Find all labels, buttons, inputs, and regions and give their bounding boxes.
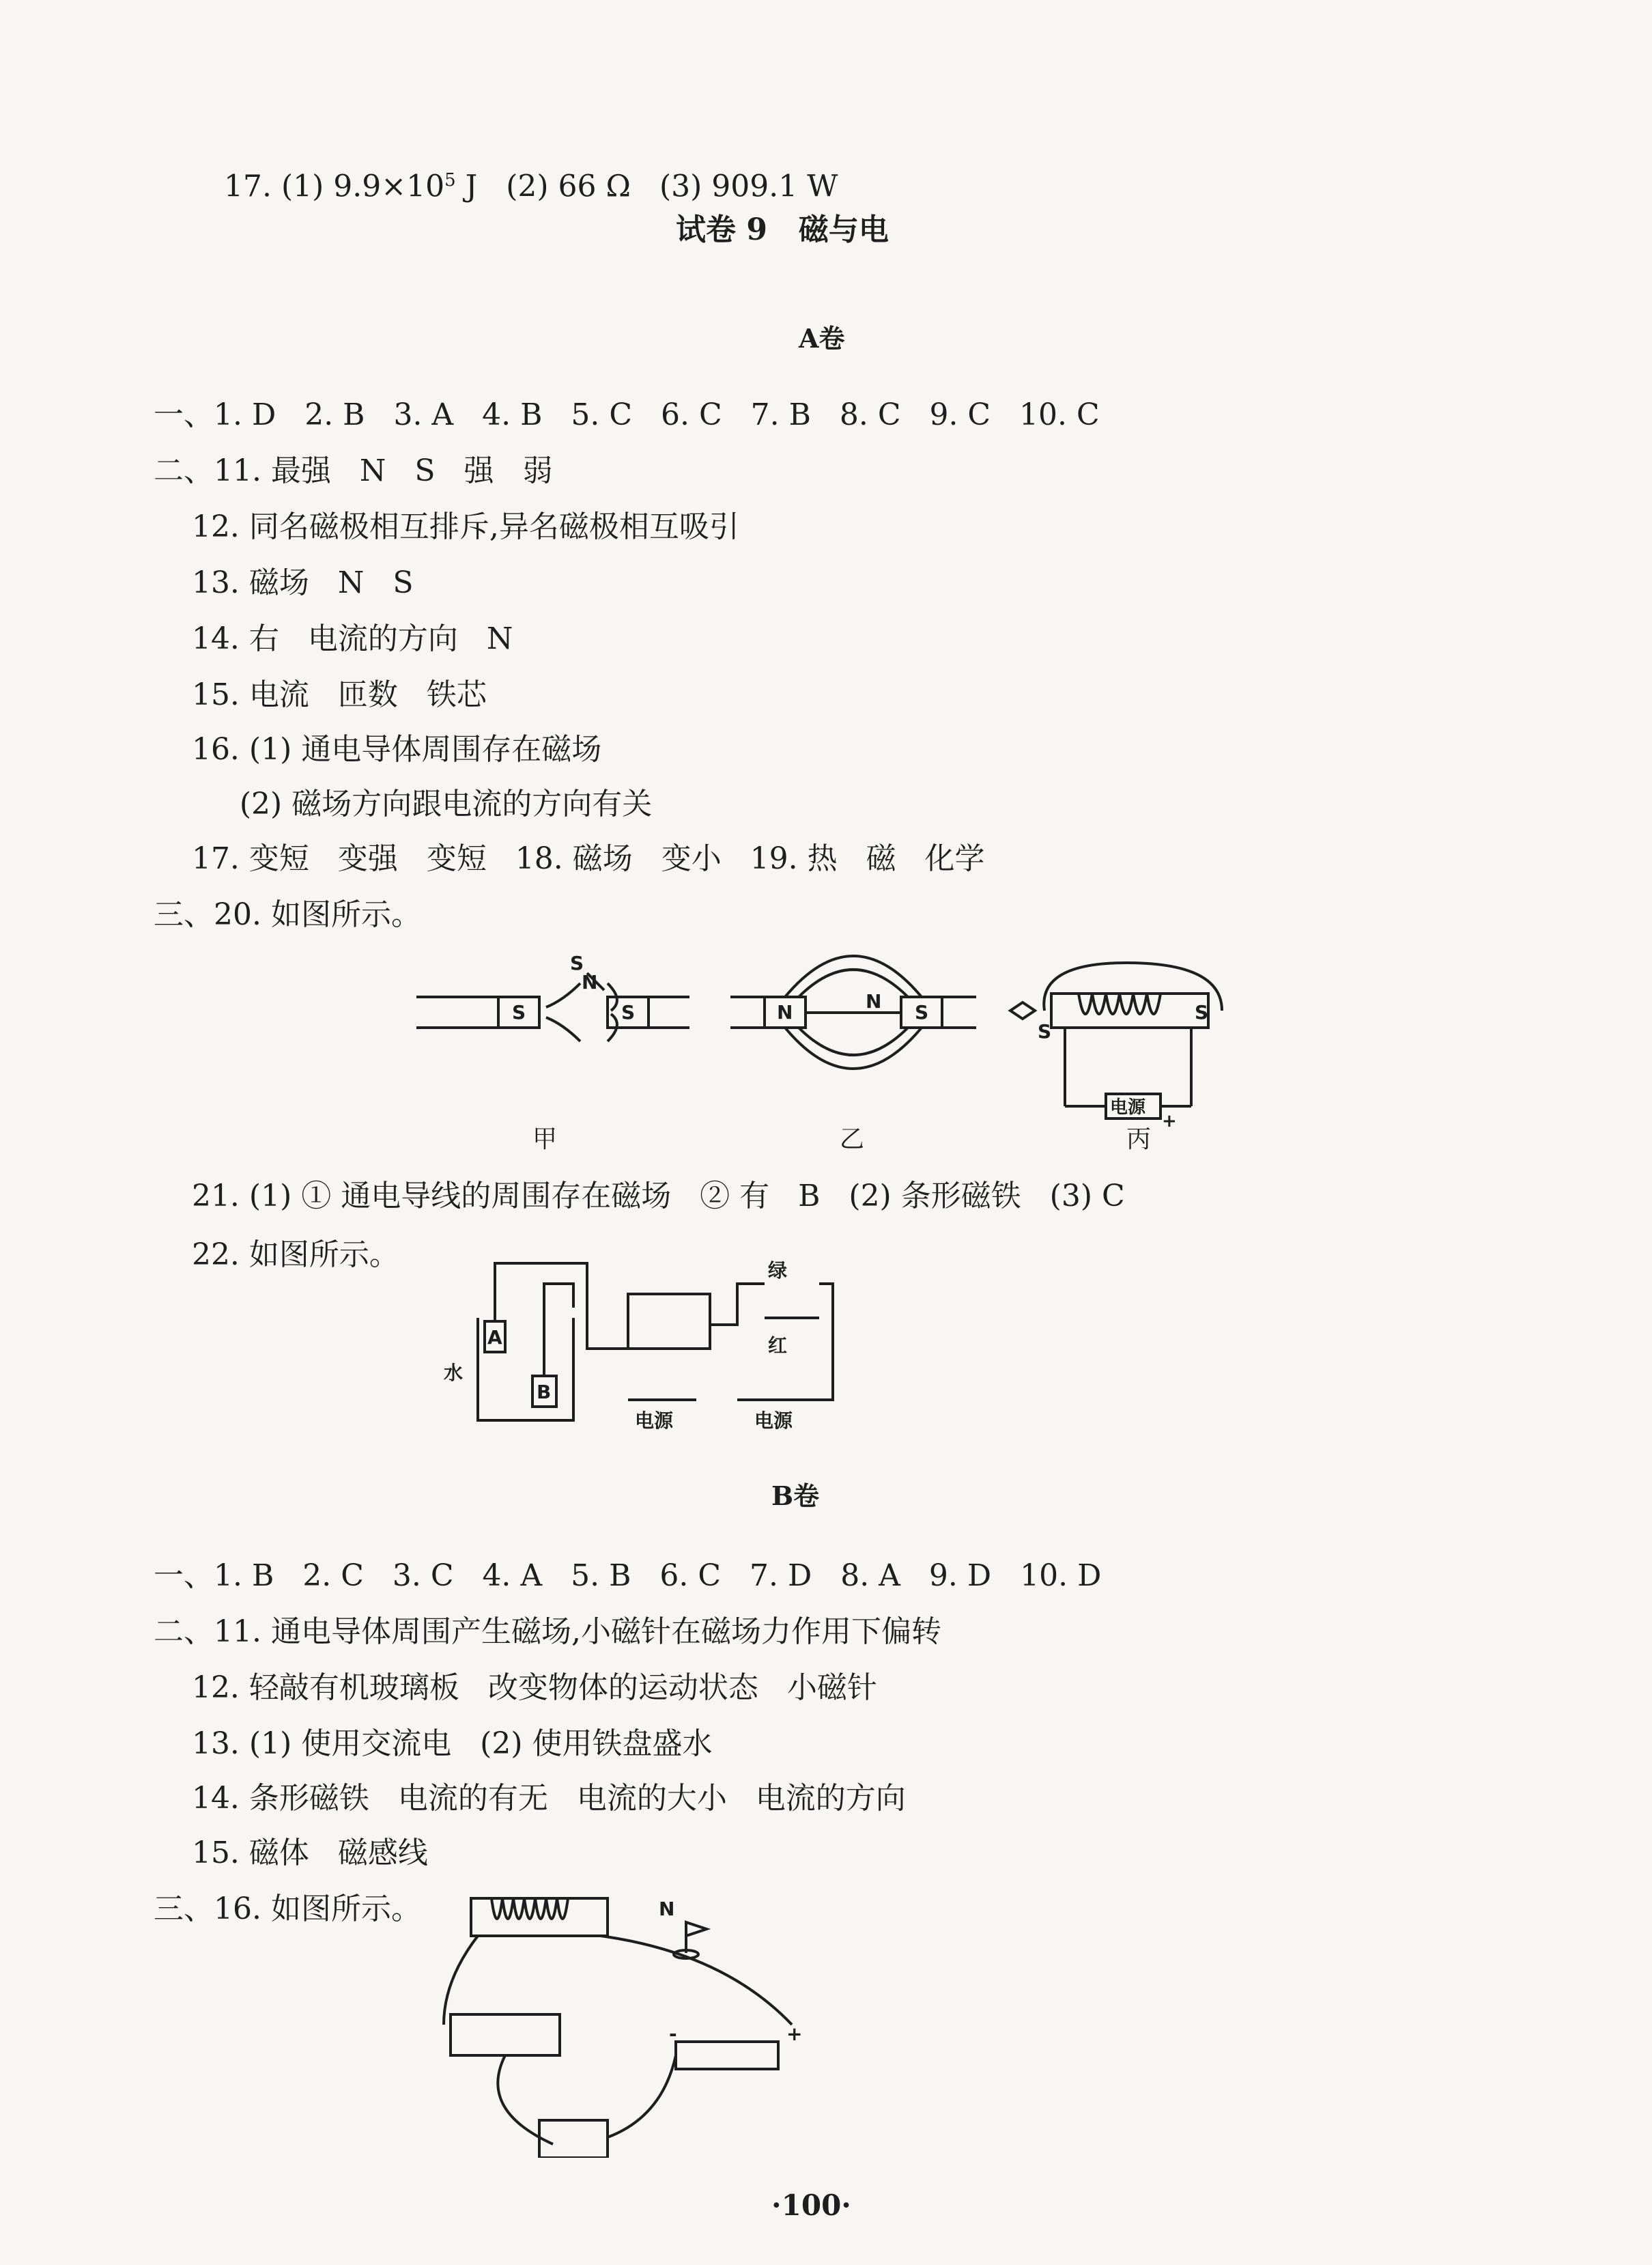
section-b-heading: B卷 (771, 1480, 820, 1511)
fig20-label-s3: S (570, 952, 584, 974)
b-line-1: 一、1. B 2. C 3. C 4. A 5. B 6. C 7. D 8. A 9. D 10. D (154, 1558, 1102, 1593)
fig22-power2: 电源 (754, 1409, 793, 1432)
fig20-power: 电源 (1110, 1097, 1146, 1118)
a-line-3: 12. 同名磁极相互排斥,异名磁极相互吸引 (154, 509, 739, 544)
fig16-plus: + (786, 2023, 803, 2045)
fig20-label-s1: S (512, 1001, 526, 1024)
answer-17-exponent: 5 (444, 170, 456, 191)
a-line-7: 16. (1) 通电导体周围存在磁场 (154, 732, 602, 767)
b-line-2: 二、11. 通电导体周围产生磁场,小磁针在磁场力作用下偏转 (154, 1614, 941, 1649)
fig22-green: 绿 (768, 1259, 788, 1282)
section-a-heading: A卷 (799, 323, 845, 354)
fig20-caption-bing: 丙 (1126, 1125, 1152, 1153)
fig20-label-n3: N (866, 990, 882, 1013)
a-line-22: 22. 如图所示。 (154, 1237, 399, 1272)
answer-line-17 (205, 123, 838, 206)
figure-22 (437, 1243, 874, 1441)
fig22-red: 红 (768, 1334, 788, 1357)
a-line-2: 二、11. 最强 N S 强 弱 (154, 453, 553, 488)
a-line-6: 15. 电流 匝数 铁芯 (154, 677, 487, 712)
a-line-10: 三、20. 如图所示。 (154, 897, 421, 932)
figure-20 (403, 942, 1249, 1161)
fig20-label-s6: S (1038, 1020, 1052, 1043)
fig20-label-s5: S (1195, 1001, 1209, 1024)
fig22-water: 水 (444, 1362, 464, 1384)
a-line-5: 14. 右 电流的方向 N (154, 621, 513, 656)
fig20-caption-yi: 乙 (840, 1125, 865, 1153)
fig22-power1: 电源 (635, 1409, 674, 1432)
fig16-label-n: N (659, 1898, 675, 1920)
a-line-4: 13. 磁场 N S (154, 565, 414, 600)
fig20-label-s4: S (915, 1001, 929, 1024)
fig22-label-b: B (537, 1381, 552, 1403)
b-line-3: 12. 轻敲有机玻璃板 改变物体的运动状态 小磁针 (154, 1670, 877, 1705)
a-line-1: 一、1. D 2. B 3. A 4. B 5. C 6. C 7. B 8. C 9. C 10. C (154, 397, 1100, 432)
fig20-plus: + (1162, 1111, 1177, 1131)
b-line-7: 三、16. 如图所示。 (154, 1891, 421, 1926)
b-line-6: 15. 磁体 磁感线 (154, 1835, 428, 1870)
page-number: ·100· (771, 2189, 851, 2222)
answer-17-prefix: 17. (1) 9.9×10 (223, 169, 445, 204)
a-line-21: 21. (1) ① 通电导线的周围存在磁场 ② 有 B (2) 条形磁铁 (3) C (154, 1179, 1125, 1213)
fig22-label-a: A (487, 1326, 502, 1349)
page-title: 试卷 9 磁与电 (676, 212, 889, 247)
fig20-label-n2: N (777, 1001, 793, 1024)
answer-17-suffix: J (2) 66 Ω (3) 909.1 W (455, 169, 838, 204)
b-line-4: 13. (1) 使用交流电 (2) 使用铁盘盛水 (154, 1726, 713, 1761)
a-line-9: 17. 变短 变强 变短 18. 磁场 变小 19. 热 磁 化学 (154, 841, 985, 876)
a-line-8: (2) 磁场方向跟电流的方向有关 (154, 787, 653, 821)
figure-16 (437, 1885, 819, 2158)
fig20-label-s2: S (621, 1001, 636, 1024)
fig20-caption-jia: 甲 (532, 1125, 558, 1153)
b-line-5: 14. 条形磁铁 电流的有无 电流的大小 电流的方向 (154, 1781, 906, 1816)
fig20-label-n1: N (582, 971, 598, 994)
fig16-minus: - (669, 2023, 677, 2045)
